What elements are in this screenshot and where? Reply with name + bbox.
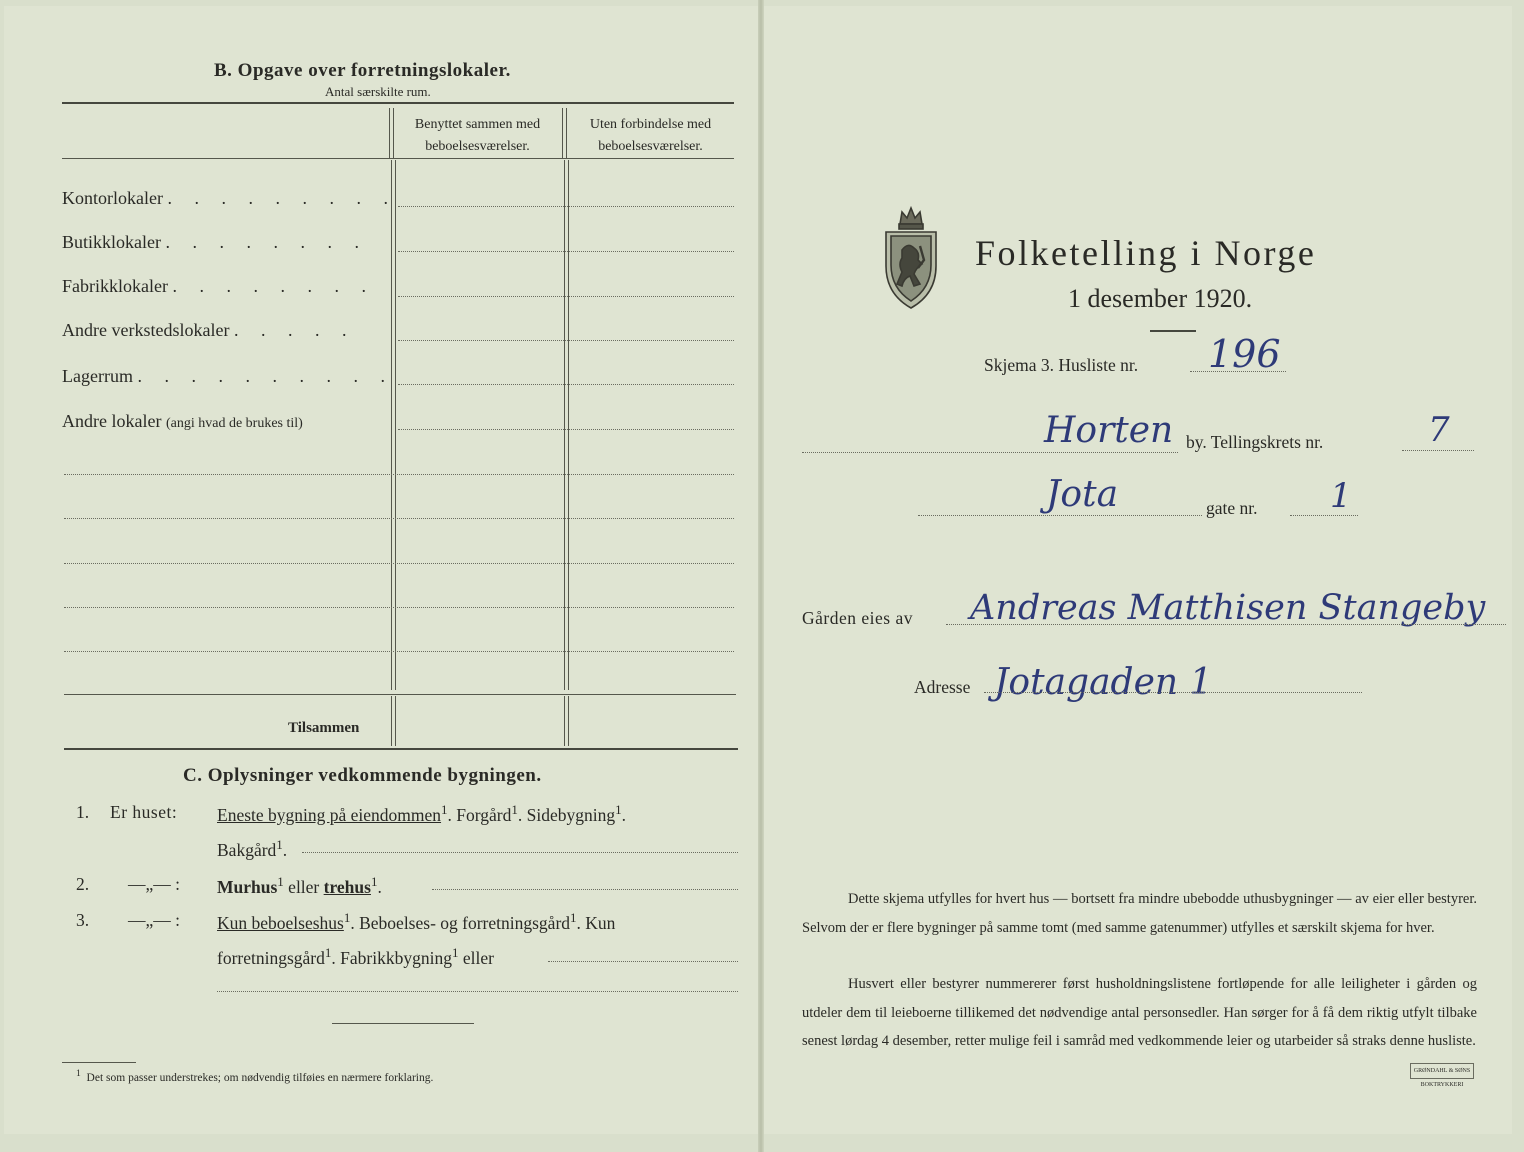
eier-label: Gården eies av [802,608,913,628]
form-date: 1 desember 1920. [1068,284,1253,313]
question-3-options: Kun beboelseshus$^1$. Beboelses- og forretningsgård$^1$. Kun [217,910,616,933]
row-rule [64,474,734,475]
by-line [802,452,1178,453]
question-1-label: Er huset: [110,802,178,822]
question-2-ditto: —„— : [128,874,181,894]
row-rule [64,651,734,652]
eier-value: Andreas Matthisen Stangeby [970,588,1486,628]
adresse-label: Adresse [914,677,971,697]
row-label-lagerrum: Lagerrum . . . . . . . . . . [62,366,394,386]
col-divider-head-2 [562,108,567,158]
gate-label: gate nr. [1206,498,1258,518]
right-page [762,6,1512,1134]
question-1-options: Eneste bygning på eiendommen$^1$. Forgård$^1$. Sidebygning$^1$. [217,802,626,825]
title-rule [1150,330,1196,332]
instruction-paragraph-2: Husvert eller bestyrer nummererer først husholdningslistene fortløpende for alle leiligheter i gården og utdeler dem til leieboerne tillikemed det nødvendige antal personsedler. Han sørger for å få dem riktig utfylt tilbake senest lørdag 4 desember, retter mulige feil i samråd med vedkommende leier og utarbeider så straks denne husliste. [802,976,1477,1049]
answer-line [217,991,738,992]
footnote: $^1$ Det som passer understrekes; om nødvendig tilføies en nærmere forklaring. [76,1068,434,1084]
question-2-number: 2. [76,874,90,894]
column-header-combined: Benyttet sammen med beboelsesværelser. [414,117,541,154]
row-label-andre-verkstedslokaler: Andre verkstedslokaler . . . . . [62,320,356,340]
row-rule [398,384,734,385]
row-rule [64,518,734,519]
answer-line [432,889,738,890]
option-trehus: trehus [323,876,371,897]
page-fold [758,0,764,1152]
option-kun-beboelseshus: Kun beboelseshus [217,912,344,933]
form-title: Folketelling i Norge [975,233,1317,273]
question-3-ditto: —„— : [128,910,181,930]
tellingskrets-number: 7 [1428,410,1450,450]
gate-number: 1 [1330,476,1352,516]
row-rule [398,429,734,430]
skjema-label: Skjema 3. Husliste nr. [984,355,1139,375]
row-rule [64,607,734,608]
gate-value: Jota [1046,474,1119,515]
section-end-rule [332,1023,474,1024]
row-label-butikklokaler: Butikklokaler . . . . . . . . [62,232,368,252]
adresse-line [984,692,1362,693]
header-bottom-rule [62,158,734,159]
printer-mark: GRØNDAHL & SØNS BOKTRYKKERI [1410,1063,1474,1079]
option-sidebygning: Sidebygning [526,804,616,825]
answer-line [302,852,738,853]
option-eneste-bygning: Eneste bygning på eiendommen [217,804,442,825]
question-3-number: 3. [76,910,90,930]
question-2-options: Murhus$^1$ eller trehus$^1$. [217,874,382,897]
answer-line [548,961,738,962]
section-b-title: B. Opgave over forretningslokaler. [214,60,511,81]
instruction-paragraph-1: Dette skjema utfylles for hvert hus — bortsett fra mindre ubebodde uthusbygninger — av eier eller bestyrer. Selvom der er flere bygninger på samme tomt (med samme gatenummer) utfylles et særskilt skjema for hver. [802,891,1477,936]
option-forgard: Forgård [456,804,512,825]
row-rule [398,296,734,297]
table-bottom-rule [64,748,738,750]
column-header-separate: Uten forbindelse med beboelsesværelser. [589,117,712,154]
question-1-number: 1. [76,802,90,822]
section-b-subtitle: Antal særskilte rum. [325,84,431,99]
row-rule [398,251,734,252]
row-rule [398,340,734,341]
eier-line [946,624,1506,625]
gate-nr-line [1290,515,1358,516]
row-rule [398,206,734,207]
krets-line [1402,450,1474,451]
adresse-value: Jotagaden 1 [994,662,1213,703]
gate-line [918,515,1202,516]
row-label-fabrikklokaler: Fabrikklokaler . . . . . . . . [62,276,375,296]
by-label: by. Tellingskrets nr. [1186,432,1324,452]
total-divider-2 [564,696,569,746]
total-top-rule [64,694,736,695]
total-label: Tilsammen [288,720,360,736]
by-value: Horten [1044,410,1174,451]
question-3-options-cont: forretningsgård$^1$. Fabrikkbygning$^1$ eller [217,945,494,968]
col-divider-2 [564,160,569,690]
row-label-andre-lokaler: Andre lokaler (angi hvad de brukes til) [62,411,303,431]
norwegian-coat-of-arms-icon [880,202,942,312]
option-bakgard-line: Bakgård$^1$. [217,837,288,860]
total-divider-1 [391,696,396,746]
option-murhus: Murhus [217,876,278,897]
table-top-rule [62,102,734,104]
col-divider-head-1 [389,108,394,158]
husliste-number: 196 [1208,332,1281,376]
col-divider-1 [391,160,396,690]
row-rule [64,563,734,564]
row-label-kontorlokaler: Kontorlokaler . . . . . . . . . [62,188,397,208]
husliste-line [1190,371,1286,372]
footnote-rule [62,1062,136,1063]
section-c-title: C. Oplysninger vedkommende bygningen. [183,765,542,786]
